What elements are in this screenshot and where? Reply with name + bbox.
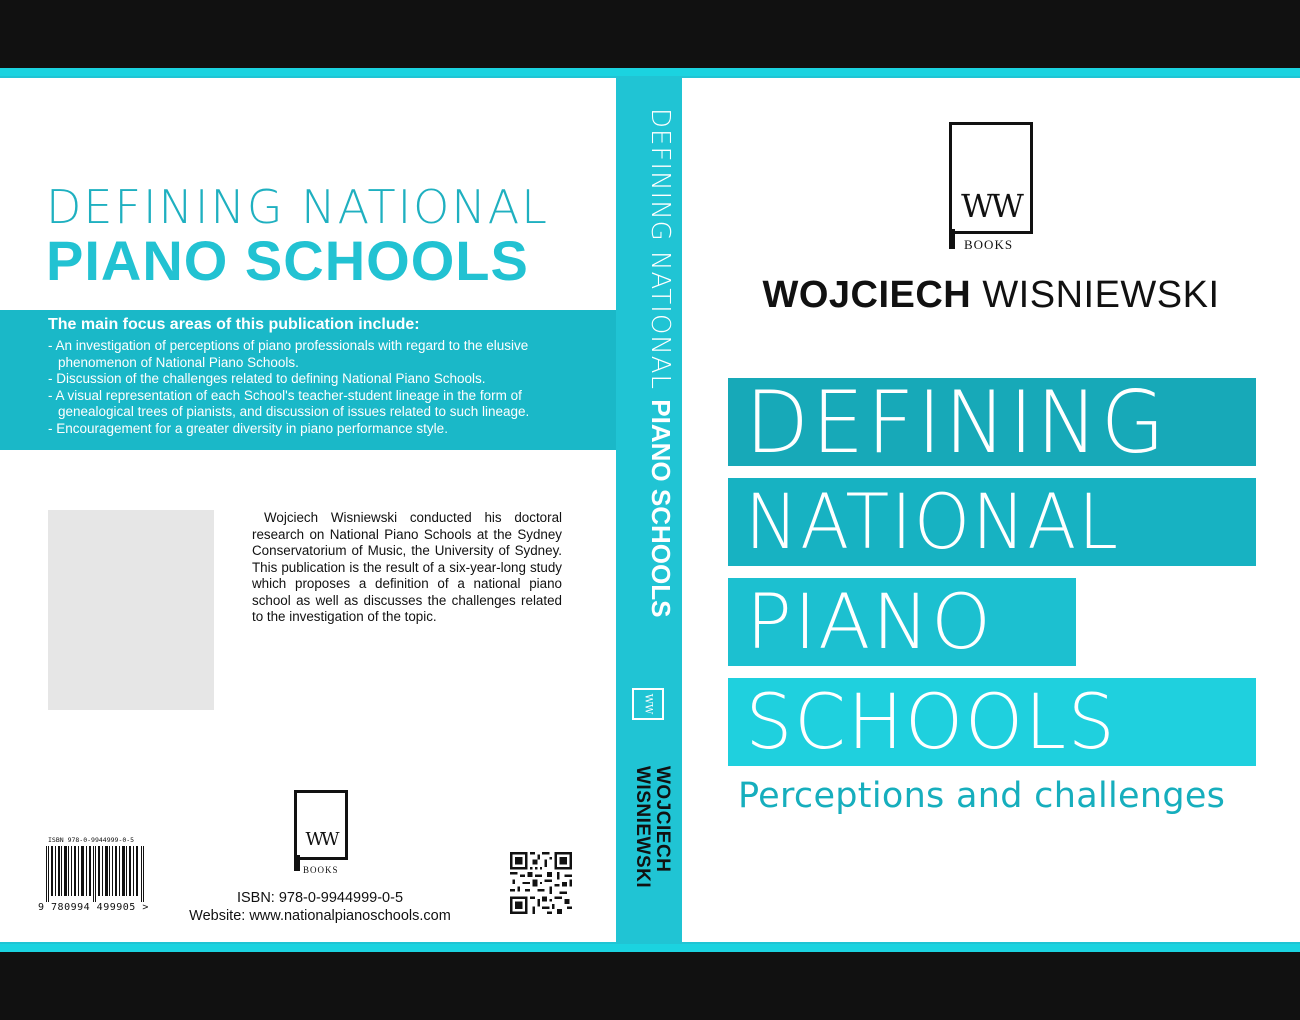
top-letterbox [0, 0, 1300, 68]
logo-bookmark-tab [949, 229, 955, 249]
focus-item: - Encouragement for a greater diversity in piano performance style. [48, 420, 448, 436]
isbn-text: ISBN: 978-0-9944999-0-5 [236, 890, 404, 906]
back-title-line2: PIANO SCHOOLS [46, 229, 529, 292]
focus-heading: The main focus areas of this publication include: [48, 316, 420, 333]
spine-author [632, 766, 672, 888]
title-block-national [728, 478, 1256, 566]
barcode-isbn-label: ISBN 978-0-9944999-0-5 [48, 836, 135, 844]
focus-areas-panel [0, 310, 616, 450]
logo-books-label: BOOKS [964, 237, 1014, 252]
back-publisher-logo [294, 790, 348, 875]
spine-publisher-logo [632, 688, 664, 720]
front-author [682, 274, 1300, 317]
logo-bookmark-tab [294, 855, 300, 871]
logo-monogram: WW [961, 187, 1021, 225]
author-photo-placeholder [48, 510, 214, 710]
qr-code [510, 852, 572, 914]
back-title-line1: DEFINING NATIONAL [46, 180, 549, 234]
spine-logo-monogram: WW [642, 693, 654, 715]
spine-title-bold: PIANO SCHOOLS [646, 399, 676, 618]
logo-books-label: BOOKS [303, 865, 339, 875]
spine-title-light: DEFINING NATIONAL [645, 108, 675, 400]
spine-author-first: WOJCIECH [652, 766, 673, 873]
author-first-name: WOJCIECH [762, 274, 972, 316]
author-bio: Wojciech Wisniewski conducted his doctoral research on National Piano Schools at the Sydney Conservatorium of Music, the University of Sydney. This publication is the result of a six-year-long study which proposes a definition of a national piano school as well as discusses the challenges related to the investigation of the topic. [252, 510, 562, 624]
title-word: PIANO [746, 578, 993, 666]
bottom-stripe [0, 944, 1300, 952]
title-block-defining [728, 378, 1256, 466]
isbn-barcode [38, 836, 148, 916]
title-word: NATIONAL [744, 478, 1120, 566]
focus-item: - A visual representation of each School's teacher-student lineage in the form of genealogical trees of pianists, and discussion of issues related to such lineage. [48, 387, 530, 419]
book-spine [620, 68, 676, 952]
book-cover-spread [0, 68, 1300, 952]
title-word: SCHOOLS [745, 678, 1117, 766]
bottom-letterbox [0, 952, 1300, 1020]
back-cover [0, 78, 616, 942]
website-text[interactable]: Website: www.nationalpianoschools.com [189, 908, 451, 924]
spine-author-last: WISNIEWSKI [632, 766, 653, 889]
title-block-piano [728, 578, 1076, 666]
focus-item: - Discussion of the challenges related to defining National Piano Schools. [48, 371, 486, 386]
barcode-number: 9 780994 499905 > [38, 902, 149, 913]
spine-title [645, 108, 676, 617]
front-cover [682, 78, 1300, 942]
front-publisher-logo [949, 122, 1033, 252]
title-block-schools [728, 678, 1256, 766]
title-word: DEFINING [745, 378, 1168, 466]
logo-monogram: WW [305, 829, 337, 850]
subtitle: Perceptions and challenges [738, 776, 1226, 816]
focus-item: - An investigation of perceptions of piano professionals with regard to the elusive phenomenon of National Piano Schools. [48, 338, 529, 370]
barcode-bars [46, 846, 146, 902]
author-last-name: WISNIEWSKI [982, 274, 1220, 316]
